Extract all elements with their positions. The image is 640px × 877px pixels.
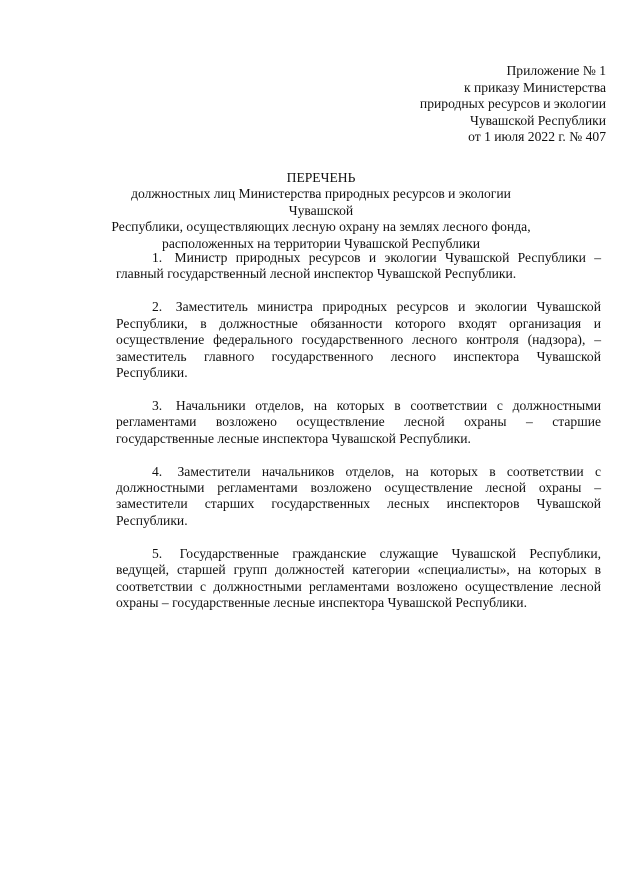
list-item: [116, 299, 601, 381]
list-item-text: Заместители начальников отделов, на которых в соответствии с должностными регламентами возложено осуществление лесной охраны – заместители старших государственных лесных инспекторов Чувашской Республики.: [116, 463, 601, 528]
appendix-line-4: Чувашской Республики: [470, 112, 606, 128]
title-line-1: должностных лиц Министерства природных ресурсов и экологии Чувашской: [131, 186, 511, 218]
document-title: [100, 170, 542, 252]
list-item-number: 2.: [152, 299, 163, 315]
list-item-text: Начальники отделов, на которых в соответствии с должностными регламентами возложено осуществление лесной охраны – старшие государственные лесные инспектора Чувашской Республики.: [116, 397, 601, 446]
list-item-text: Заместитель министра природных ресурсов и экологии Чувашской Республики, в должностные обязанности которого входят организация и осуществление федерального государственного лесного контроля (надзора), – заместитель главного государственного лесного инспектора Чувашской Республики.: [116, 299, 601, 380]
list-item: [116, 546, 601, 612]
title-line-2: Республики, осуществляющих лесную охрану на землях лесного фонда,: [111, 219, 531, 235]
title-line-3: расположенных на территории Чувашской Республики: [162, 235, 480, 251]
list-item: [116, 464, 601, 530]
appendix-line-5: от 1 июля 2022 г. № 407: [468, 129, 606, 144]
list-item: [116, 398, 601, 447]
list-item: [116, 250, 601, 283]
list-item-text: Государственные гражданские служащие Чувашской Республики, ведущей, старшей групп должностей категории «специалисты», на которых в соответствии с должностными регламентами возложено осуществление лесной охраны – государственные лесные инспектора Чувашской Республики.: [116, 545, 601, 610]
list-item-number: 3.: [152, 397, 163, 413]
list-item-number: 1.: [152, 250, 163, 265]
appendix-line-2: к приказу Министерства: [463, 79, 606, 95]
title-heading: ПЕРЕЧЕНЬ: [286, 170, 356, 185]
list-item-number: 5.: [152, 545, 163, 561]
appendix-line-3: природных ресурсов и экологии: [419, 96, 606, 111]
list-item-text: Министр природных ресурсов и экологии Чувашской Республики – главный государственный лесной инспектор Чувашской Республики.: [116, 250, 601, 282]
appendix-line-1: Приложение № 1: [506, 63, 606, 78]
officials-list: [116, 250, 601, 628]
appendix-header: [420, 63, 606, 146]
list-item-number: 4.: [152, 463, 163, 479]
